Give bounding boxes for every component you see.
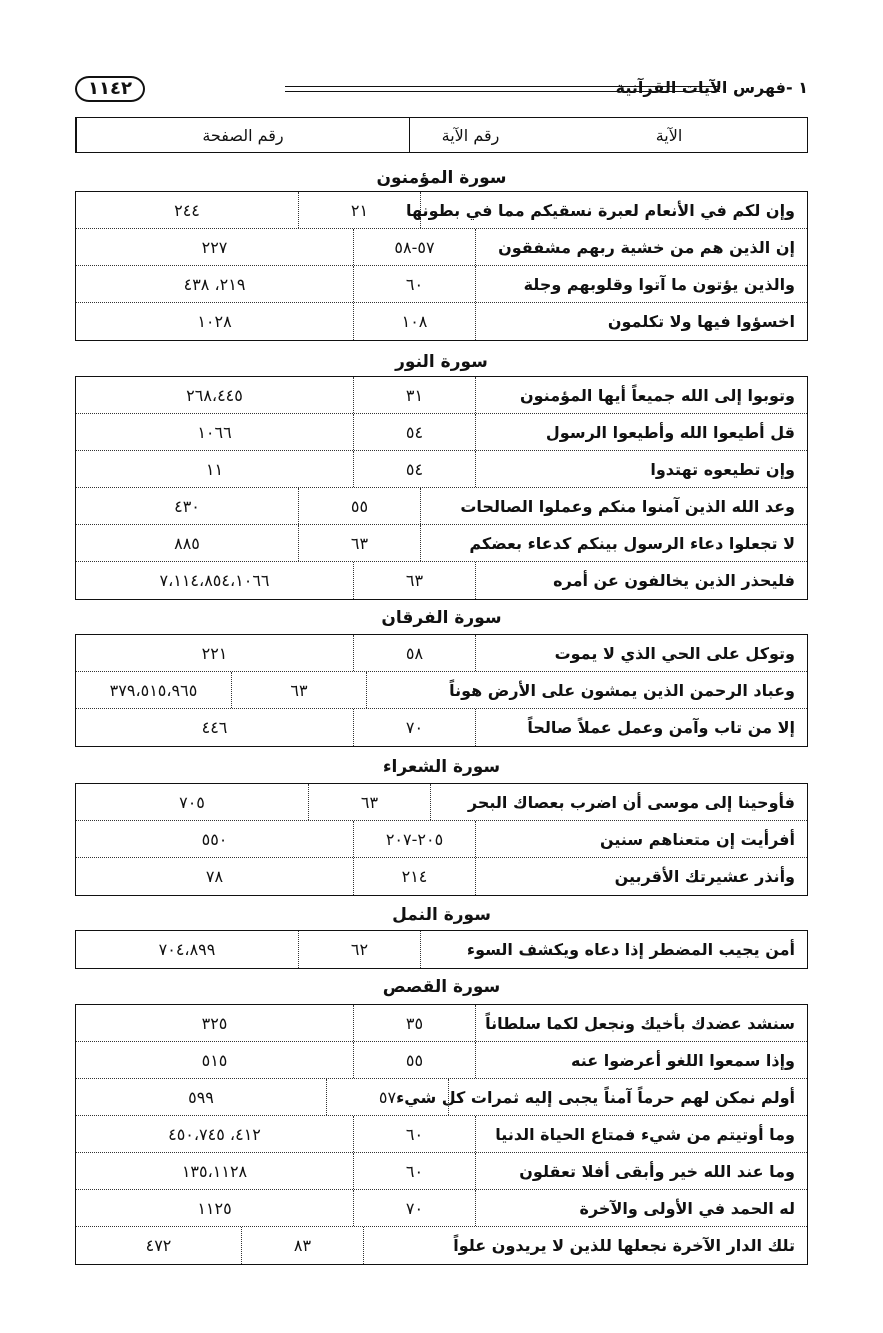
table-row	[76, 1042, 807, 1079]
verse-text: وما أوتيتم من شيء فمتاع الحياة الدنيا	[495, 1124, 795, 1144]
page-numbers: ٣٧٩،٥١٥،٩٦٥	[109, 680, 198, 700]
table-row	[76, 451, 807, 488]
column-divider	[366, 672, 367, 708]
section-an-nur	[75, 376, 808, 600]
page-numbers: ٢٤٤	[174, 200, 200, 220]
ayah-number: ١٠٨	[353, 303, 475, 340]
verse-text: وإن لكم في الأنعام لعبرة نسقيكم مما في بطونها	[405, 200, 795, 220]
column-divider	[475, 229, 476, 265]
ayah-number: ٦٣	[298, 525, 420, 561]
table-row	[76, 931, 807, 968]
page-numbers: ٤٣٠	[174, 496, 200, 516]
surah-title-al-furqan: سورة الفرقان	[381, 608, 502, 628]
page-numbers: ٥٥٠	[201, 829, 228, 849]
ayah-number: ٦٣	[308, 784, 430, 820]
column-divider	[475, 1042, 476, 1078]
ayah-number: ٥٥	[353, 1042, 475, 1078]
table-row	[76, 784, 807, 821]
page-numbers: ١٣٥،١١٢٨	[181, 1161, 248, 1181]
table-row	[76, 192, 807, 229]
column-divider	[420, 525, 421, 561]
table-row	[76, 1227, 807, 1264]
column-divider	[475, 635, 476, 671]
table-row	[76, 1153, 807, 1190]
surah-title-al-muminun: سورة المؤمنون	[376, 168, 507, 188]
page-number: ١١٤٢	[75, 76, 145, 102]
table-row	[76, 266, 807, 303]
table-row	[76, 1190, 807, 1227]
column-divider	[420, 931, 421, 968]
table-row	[76, 1079, 807, 1116]
surah-title-ash-shuara: سورة الشعراء	[382, 757, 501, 777]
column-divider	[430, 784, 431, 820]
section-ash-shuara	[75, 783, 808, 896]
ayah-number: ٦٠	[353, 266, 475, 302]
table-row	[76, 1116, 807, 1153]
column-divider	[475, 1005, 476, 1041]
verse-text: وعباد الرحمن الذين يمشون على الأرض هوناً	[449, 680, 795, 700]
column-divider	[475, 1116, 476, 1152]
page-header	[75, 74, 808, 108]
ayah-number: ٦٠	[353, 1116, 475, 1152]
section-al-muminun	[75, 191, 808, 341]
ayah-number: ٥٧	[326, 1079, 448, 1115]
verse-text: والذين يؤتون ما آتوا وقلوبهم وجلة	[523, 274, 795, 294]
verse-text: إن الذين هم من خشية ربهم مشفقون	[498, 237, 795, 257]
table-row	[76, 562, 807, 599]
ayah-number: ٥٧-٥٨	[353, 229, 475, 265]
verse-text: وإذا سمعوا اللغو أعرضوا عنه	[570, 1050, 795, 1070]
column-divider	[475, 1190, 476, 1226]
table-row	[76, 709, 807, 746]
page-numbers: ١٠٦٦	[197, 422, 232, 442]
column-divider	[475, 858, 476, 895]
table-row	[76, 525, 807, 562]
page-numbers: ٥١٥	[201, 1050, 228, 1070]
page-numbers: ١١٢٥	[197, 1198, 232, 1218]
page-numbers: ١١	[205, 459, 224, 479]
ayah-number: ٧٠	[353, 709, 475, 746]
page-numbers: ٥٩٩	[188, 1087, 214, 1107]
page-numbers: ٢٢٧	[201, 237, 228, 257]
verse-text: تلك الدار الآخرة نجعلها للذين لا يريدون علواً	[453, 1236, 795, 1255]
ayah-number: ٥٤	[353, 414, 475, 450]
table-row	[76, 635, 807, 672]
table-row	[76, 672, 807, 709]
column-divider	[420, 488, 421, 524]
table-row	[76, 414, 807, 451]
column-divider	[475, 451, 476, 487]
column-divider	[475, 821, 476, 857]
column-divider	[475, 303, 476, 340]
column-divider	[475, 266, 476, 302]
verse-text: وتوبوا إلى الله جميعاً أيها المؤمنون	[519, 385, 795, 405]
verse-text: وأنذر عشيرتك الأقربين	[614, 867, 795, 886]
page-numbers: ٧٨	[205, 867, 224, 886]
verse-text: أولم نمكن لهم حرماً آمناً يجبى إليه ثمرات كل شيء	[396, 1087, 795, 1107]
ayah-number: ٢١	[298, 192, 420, 228]
verse-text: قل أطيعوا الله وأطيعوا الرسول	[545, 422, 795, 442]
page-numbers: ٨٨٥	[174, 533, 200, 553]
verse-text: وعد الله الذين آمنوا منكم وعملوا الصالحات	[460, 496, 795, 516]
ayah-number: ٥٤	[353, 451, 475, 487]
ayah-number: ٣٥	[353, 1005, 475, 1041]
verse-text: فأوحينا إلى موسى أن اضرب بعصاك البحر	[467, 792, 795, 812]
column-header-verse: الآية	[655, 125, 683, 145]
ayah-number: ٦٣	[231, 672, 366, 708]
column-headers	[75, 117, 808, 153]
ayah-number: ٥٨	[353, 635, 475, 671]
column-divider	[475, 414, 476, 450]
verse-text: له الحمد في الأولى والآخرة	[579, 1198, 795, 1218]
page-numbers: ٧٠٤،٨٩٩	[158, 940, 216, 959]
table-row	[76, 303, 807, 340]
page-numbers: ٢٦٨،٤٤٥	[186, 385, 243, 405]
ayah-number: ٣١	[353, 377, 475, 413]
index-title: ١ -فهرس الآيات القرآنية	[615, 78, 808, 97]
page-numbers: ٧٠٥	[179, 792, 205, 812]
verse-text: سنشد عضدك بأخيك ونجعل لكما سلطاناً	[485, 1013, 795, 1033]
ayah-number: ٧٠	[353, 1190, 475, 1226]
table-row	[76, 1005, 807, 1042]
table-row	[76, 377, 807, 414]
section-al-qasas	[75, 1004, 808, 1265]
page-numbers: ٣٢٥	[201, 1013, 228, 1033]
verse-text: لا تجعلوا دعاء الرسول بينكم كدعاء بعضكم	[469, 533, 795, 553]
verse-text: وإن تطيعوه تهتدوا	[650, 459, 795, 479]
table-row	[76, 488, 807, 525]
verse-text: وما عند الله خير وأبقى أفلا تعقلون	[519, 1161, 795, 1181]
table-row	[76, 821, 807, 858]
page-numbers: ٤٧٢	[145, 1236, 172, 1255]
section-al-furqan	[75, 634, 808, 747]
page-numbers: ٧،١١٤،٨٥٤،١٠٦٦	[159, 571, 270, 590]
verse-text: أمن يجيب المضطر إذا دعاه ويكشف السوء	[466, 940, 795, 959]
verse-text: اخسؤوا فيها ولا تكلمون	[607, 312, 795, 331]
page-numbers: ٢١٩، ٤٣٨	[183, 274, 246, 294]
surah-title-an-naml: سورة النمل	[392, 905, 491, 925]
verse-text: أفرأيت إن متعناهم سنين	[599, 829, 795, 849]
column-header-ayah: رقم الآية	[409, 118, 531, 152]
table-row	[76, 229, 807, 266]
ayah-number: ٦٢	[298, 931, 420, 968]
ayah-number: ٨٣	[241, 1227, 363, 1264]
surah-title-an-nur: سورة النور	[395, 352, 488, 372]
section-an-naml	[75, 930, 808, 969]
ayah-number: ٢١٤	[353, 858, 475, 895]
column-divider	[475, 562, 476, 599]
page-numbers: ٤٤٦	[201, 718, 228, 737]
ayah-number: ٦٣	[353, 562, 475, 599]
surah-title-al-qasas: سورة القصص	[382, 977, 501, 997]
verse-text: فليحذر الذين يخالفون عن أمره	[553, 571, 795, 590]
verse-text: إلا من تاب وآمن وعمل عملاً صالحاً	[527, 718, 795, 737]
column-divider	[475, 709, 476, 746]
column-divider	[475, 377, 476, 413]
ayah-number: ٥٥	[298, 488, 420, 524]
table-row	[76, 858, 807, 895]
verse-text: وتوكل على الحي الذي لا يموت	[554, 643, 795, 663]
page-numbers: ٤١٢، ٤٥٠،٧٤٥	[168, 1124, 261, 1144]
ayah-number: ٢٠٥-٢٠٧	[353, 821, 475, 857]
column-divider	[363, 1227, 364, 1264]
column-header-page: رقم الصفحة	[76, 118, 409, 152]
page-numbers: ٢٢١	[201, 643, 228, 663]
page-numbers: ١٠٢٨	[197, 312, 232, 331]
ayah-number: ٦٠	[353, 1153, 475, 1189]
column-divider	[475, 1153, 476, 1189]
